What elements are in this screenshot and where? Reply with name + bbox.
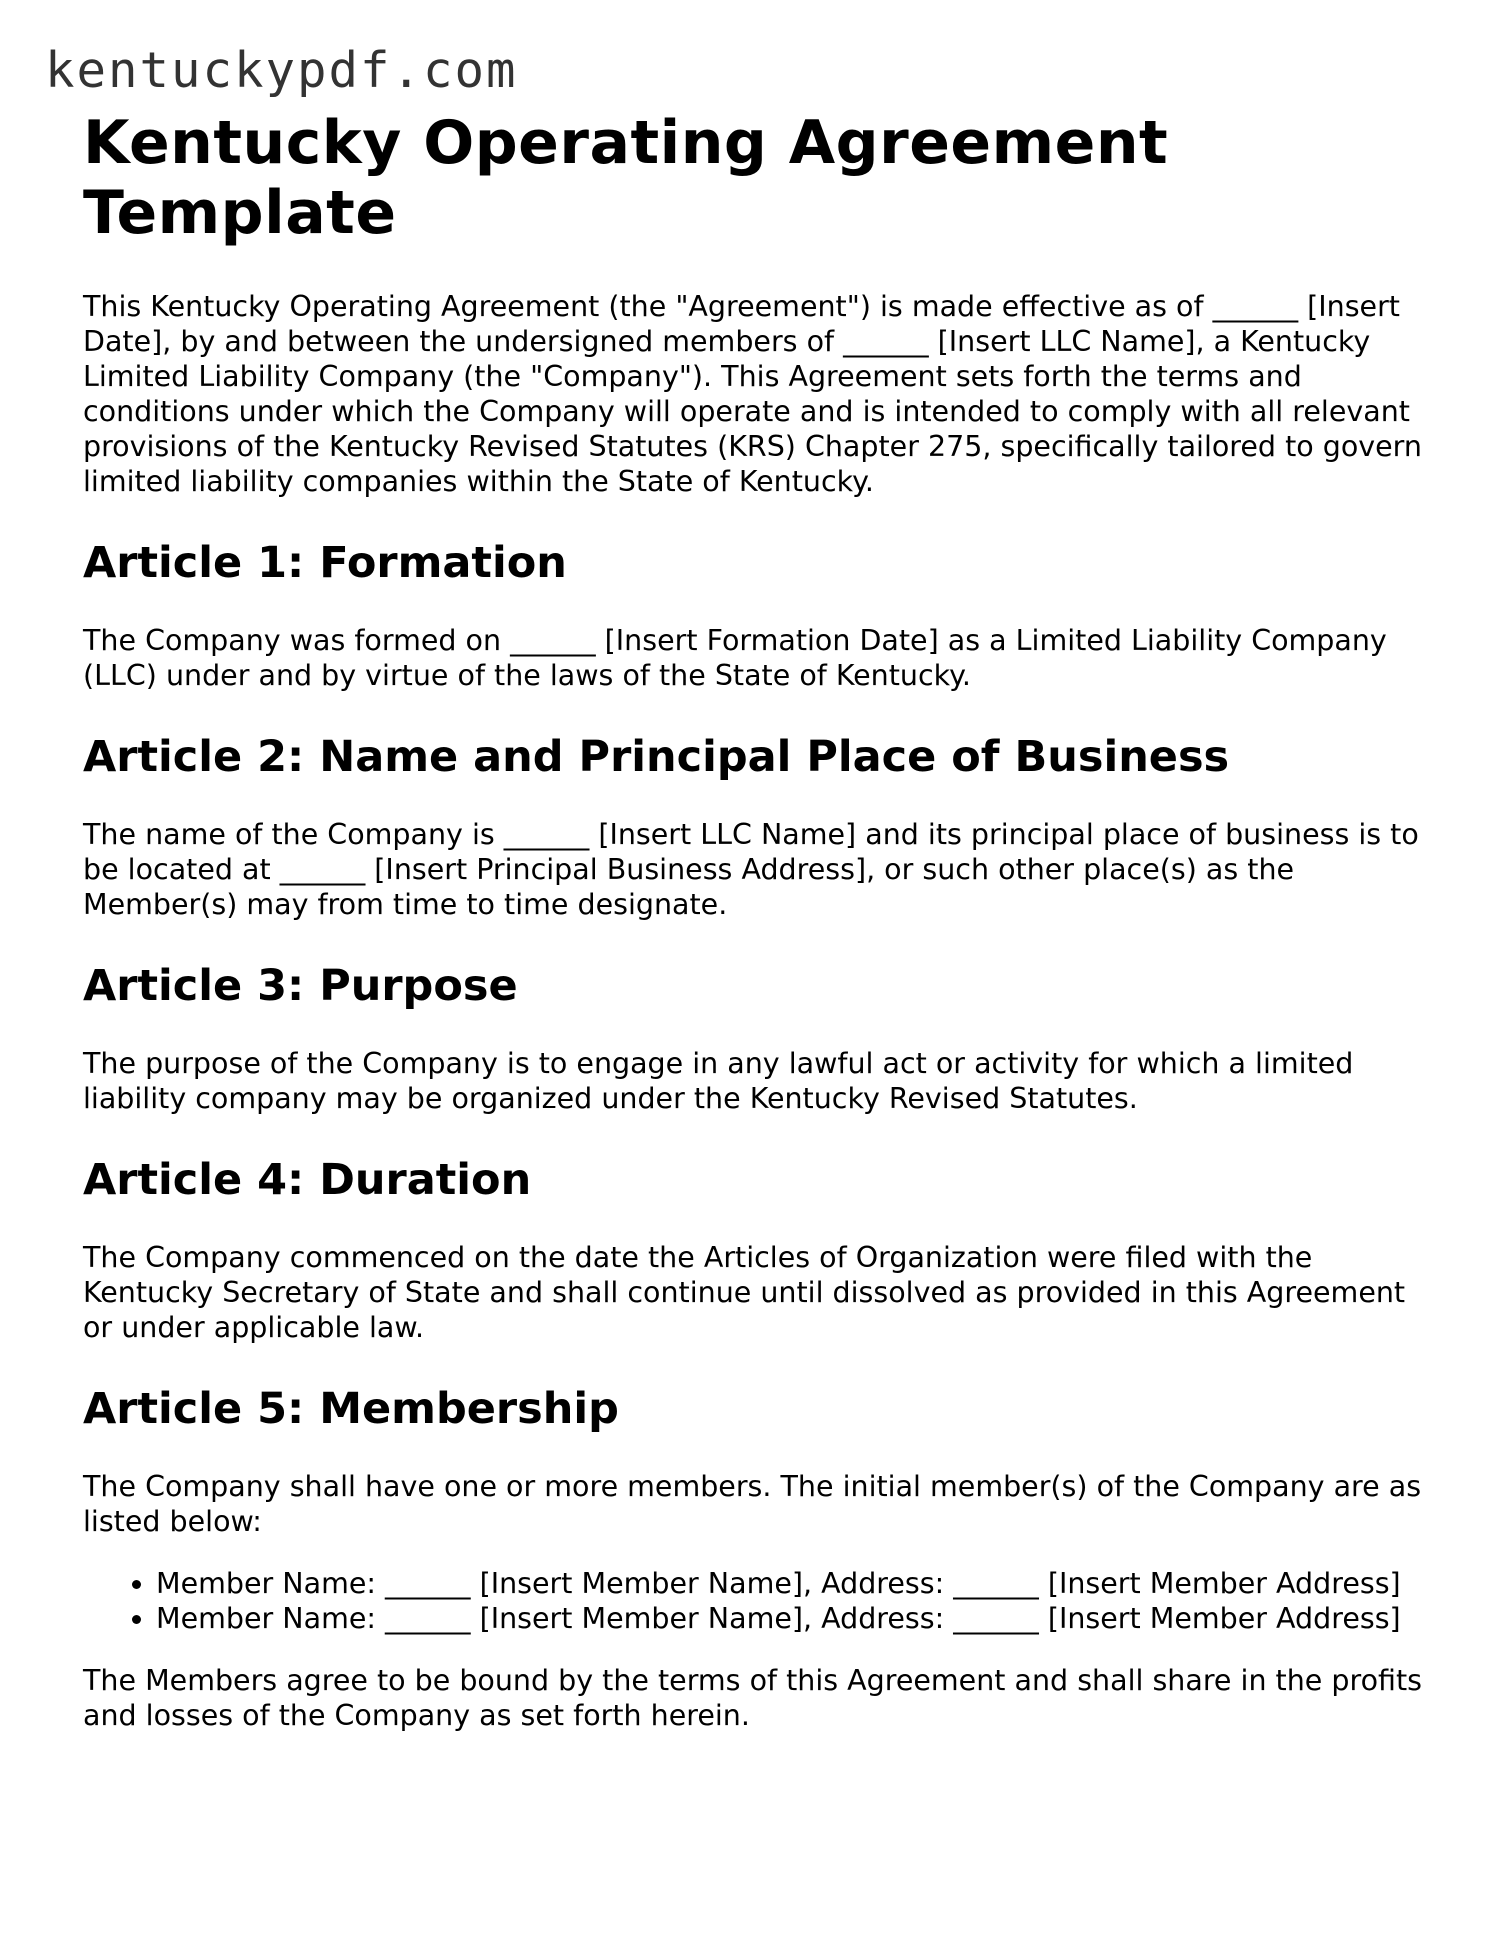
member-list-item: • Member Name: ______ [Insert Member Name], Address: ______ [Insert Member Address] — [156, 1566, 1423, 1601]
article-4-body: The Company commenced on the date the Articles of Organization were filed with the Kentucky Secretary of State and shall continue until dissolved as provided in this Agreement or under applicable law. — [83, 1241, 1406, 1344]
article-1-body: The Company was formed on ______ [Insert Formation Date] as a Limited Liability Company (LLC) under and by virtue of the laws of the State of Kentucky. — [83, 624, 1387, 692]
site-watermark: kentuckypdf.com — [45, 42, 518, 99]
article-3-heading: Article 3: Purpose — [83, 961, 518, 1011]
article-4-heading: Article 4: Duration — [83, 1155, 532, 1205]
document-page — [83, 108, 1423, 1773]
article-5-closing: The Members agree to be bound by the terms of this Agreement and shall share in the profits and losses of the Company as set forth herein. — [83, 1664, 1422, 1732]
member-list-item: • Member Name: ______ [Insert Member Name], Address: ______ [Insert Member Address] — [156, 1601, 1423, 1636]
article-1-heading: Article 1: Formation — [83, 538, 567, 588]
article-5-body: The Company shall have one or more members. The initial member(s) of the Company are as listed below: — [83, 1470, 1422, 1538]
article-2-heading: Article 2: Name and Principal Place of Business — [83, 732, 1230, 782]
article-3-body: The purpose of the Company is to engage in any lawful act or activity for which a limited liability company may be organized under the Kentucky Revised Statutes. — [83, 1047, 1354, 1115]
article-2-body: The name of the Company is ______ [Insert LLC Name] and its principal place of business is to be located at ______ [Insert Principal Business Address], or such other place(s) as the Member(s) may from time to time designate. — [83, 818, 1419, 921]
member-list — [83, 1566, 1423, 1636]
document-title: Kentucky Operating Agreement Template — [83, 108, 1169, 248]
intro-paragraph: This Kentucky Operating Agreement (the "Agreement") is made effective as of ______ [Insert Date], by and between the undersigned members of ______ [Insert LLC Name], a Kentucky Limited Liability Company (the "Company"). This Agreement sets forth the terms and conditions under which the Company will operate and is intended to comply with all relevant provisions of the Kentucky Revised Statutes (KRS) Chapter 275, specifically tailored to govern limited liability companies within the State of Kentucky. — [83, 290, 1422, 498]
article-5-heading: Article 5: Membership — [83, 1384, 619, 1434]
